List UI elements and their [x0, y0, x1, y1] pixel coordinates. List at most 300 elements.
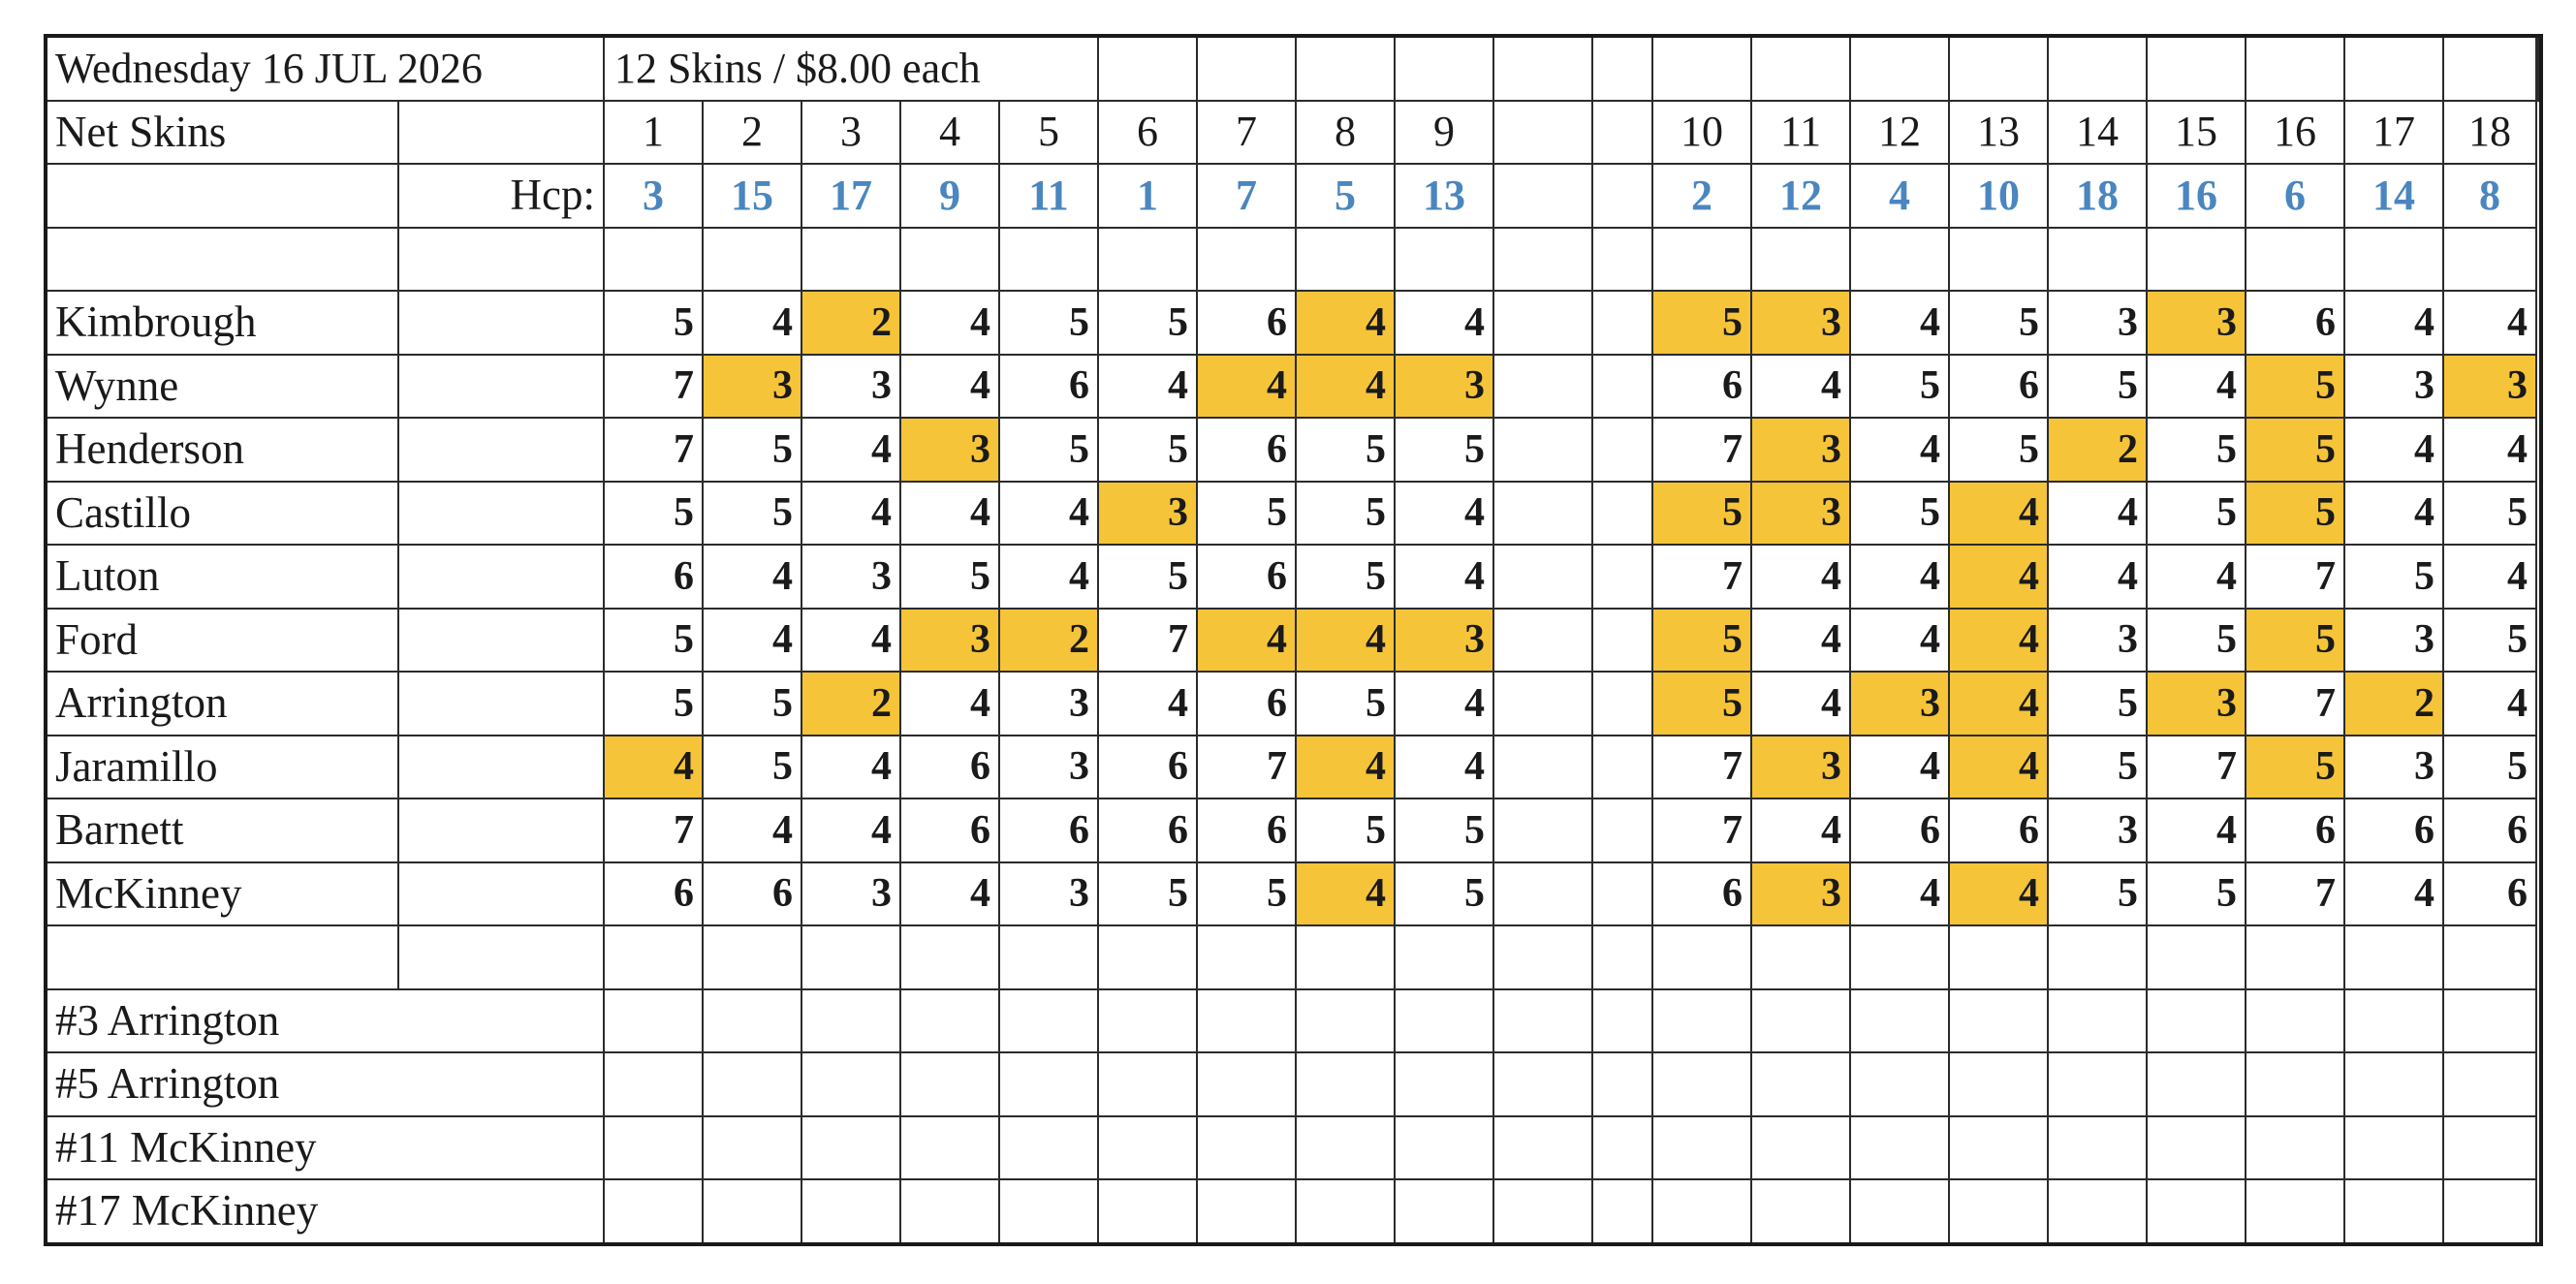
hole-score: 5	[1098, 291, 1197, 355]
hole-score: 4	[1395, 672, 1493, 736]
player-name: Henderson	[46, 418, 398, 482]
hole-score: 6	[1850, 799, 1949, 862]
empty-cell	[2048, 1052, 2147, 1116]
empty-cell	[1098, 1179, 1197, 1244]
empty-cell	[1592, 36, 1652, 101]
empty-cell	[900, 989, 999, 1053]
skin-score: 3	[1751, 291, 1850, 355]
empty-cell	[1652, 925, 1751, 989]
empty-cell	[801, 1179, 900, 1244]
hole-score: 4	[1850, 862, 1949, 926]
hole-score: 5	[1098, 545, 1197, 609]
empty-cell	[398, 101, 604, 165]
skins-scorecard	[44, 34, 2543, 1246]
empty-cell	[398, 862, 604, 926]
skin-score: 2	[2048, 418, 2147, 482]
hole-score: 5	[1296, 799, 1395, 862]
empty-cell	[398, 418, 604, 482]
empty-cell	[2048, 36, 2147, 101]
hole-score: 3	[801, 355, 900, 419]
skin-score: 3	[900, 609, 999, 673]
hole-score: 4	[2048, 482, 2147, 546]
hole-number: 15	[2147, 101, 2246, 165]
hole-score: 5	[1098, 862, 1197, 926]
hole-score: 3	[2344, 355, 2443, 419]
empty-cell	[1098, 228, 1197, 292]
empty-cell	[1652, 1116, 1751, 1180]
hole-score: 4	[703, 545, 801, 609]
empty-cell	[1493, 1116, 1592, 1180]
hole-number: 18	[2443, 101, 2536, 165]
hole-score: 7	[2246, 545, 2344, 609]
hole-number: 13	[1949, 101, 2048, 165]
skin-score: 2	[801, 291, 900, 355]
empty-cell	[1395, 228, 1493, 292]
hole-score: 4	[2344, 291, 2443, 355]
empty-cell	[2147, 228, 2246, 292]
empty-cell	[2147, 925, 2246, 989]
empty-cell	[2246, 1052, 2344, 1116]
hole-score: 3	[2048, 291, 2147, 355]
skin-score: 4	[1296, 291, 1395, 355]
empty-cell	[1592, 1052, 1652, 1116]
spacer-cell	[1493, 672, 1592, 736]
player-name: Arrington	[46, 672, 398, 736]
empty-cell	[604, 1179, 703, 1244]
skin-score: 4	[1949, 736, 2048, 799]
hole-number: 10	[1652, 101, 1751, 165]
hole-number: 6	[1098, 101, 1197, 165]
empty-cell	[1751, 228, 1850, 292]
empty-cell	[2344, 228, 2443, 292]
empty-cell	[1493, 1052, 1592, 1116]
hole-handicap: 18	[2048, 164, 2147, 228]
empty-cell	[1098, 36, 1197, 101]
empty-cell	[1949, 925, 2048, 989]
hole-score: 6	[604, 545, 703, 609]
empty-cell	[604, 228, 703, 292]
skin-score: 4	[1949, 482, 2048, 546]
empty-cell	[1949, 1116, 2048, 1180]
hole-score: 6	[2246, 291, 2344, 355]
empty-cell	[2147, 989, 2246, 1053]
hole-score: 4	[2443, 291, 2536, 355]
skin-score: 3	[1751, 418, 1850, 482]
hole-score: 4	[1850, 418, 1949, 482]
hole-score: 3	[2344, 736, 2443, 799]
hole-score: 4	[2048, 545, 2147, 609]
hole-score: 6	[1098, 799, 1197, 862]
hole-score: 3	[999, 672, 1098, 736]
skin-score: 5	[2246, 355, 2344, 419]
empty-cell	[604, 1116, 703, 1180]
hole-score: 4	[1395, 545, 1493, 609]
hole-score: 6	[2246, 799, 2344, 862]
hole-score: 6	[703, 862, 801, 926]
empty-cell	[900, 925, 999, 989]
hole-score: 4	[900, 355, 999, 419]
hole-number: 12	[1850, 101, 1949, 165]
empty-cell	[2048, 1116, 2147, 1180]
empty-cell	[398, 545, 604, 609]
hole-number: 2	[703, 101, 801, 165]
empty-cell	[1949, 228, 2048, 292]
empty-cell	[46, 228, 398, 292]
empty-cell	[1395, 1116, 1493, 1180]
hole-score: 3	[999, 862, 1098, 926]
spacer-cell	[1493, 609, 1592, 673]
empty-cell	[1592, 1116, 1652, 1180]
empty-cell	[398, 799, 604, 862]
hole-score: 5	[2443, 736, 2536, 799]
hole-score: 5	[999, 418, 1098, 482]
empty-cell	[1197, 1052, 1296, 1116]
empty-cell	[1751, 1179, 1850, 1244]
hole-handicap: 2	[1652, 164, 1751, 228]
hole-score: 7	[1652, 799, 1751, 862]
hole-number: 16	[2246, 101, 2344, 165]
spacer-cell	[1592, 799, 1652, 862]
skin-score: 4	[1197, 609, 1296, 673]
skin-score: 4	[604, 736, 703, 799]
empty-cell	[2246, 989, 2344, 1053]
empty-cell	[1197, 989, 1296, 1053]
spacer-cell	[1592, 545, 1652, 609]
hole-score: 5	[1296, 418, 1395, 482]
player-row	[46, 609, 2541, 673]
spacer-cell	[1592, 482, 1652, 546]
skin-score: 3	[1850, 672, 1949, 736]
hole-score: 5	[2147, 609, 2246, 673]
hole-score: 7	[604, 355, 703, 419]
empty-cell	[1751, 925, 1850, 989]
empty-cell	[1652, 989, 1751, 1053]
empty-cell	[1197, 228, 1296, 292]
hole-score: 7	[604, 418, 703, 482]
hole-score: 4	[801, 799, 900, 862]
hole-score: 5	[999, 291, 1098, 355]
empty-cell	[2147, 1179, 2246, 1244]
hole-score: 5	[2048, 862, 2147, 926]
blank-row	[46, 228, 2541, 292]
empty-cell	[999, 1052, 1098, 1116]
empty-cell	[999, 228, 1098, 292]
handicap-row	[46, 164, 2541, 228]
skin-score: 4	[1949, 672, 2048, 736]
hole-score: 6	[1652, 862, 1751, 926]
hole-score: 5	[900, 545, 999, 609]
empty-cell	[2538, 36, 2541, 101]
hole-score: 3	[801, 545, 900, 609]
hole-score: 4	[1751, 799, 1850, 862]
hole-score: 4	[2344, 862, 2443, 926]
skin-score: 3	[1395, 355, 1493, 419]
empty-cell	[2246, 1179, 2344, 1244]
spacer-cell	[1493, 545, 1592, 609]
empty-cell	[1395, 1052, 1493, 1116]
empty-cell	[1652, 228, 1751, 292]
hole-score: 5	[2443, 609, 2536, 673]
empty-cell	[2048, 989, 2147, 1053]
hole-handicap: 10	[1949, 164, 2048, 228]
empty-cell	[801, 228, 900, 292]
hole-score: 4	[1850, 545, 1949, 609]
winner-row	[46, 989, 2541, 1053]
skin-score: 3	[2147, 672, 2246, 736]
hole-score: 7	[2147, 736, 2246, 799]
skin-score: 4	[1296, 862, 1395, 926]
player-name: Wynne	[46, 355, 398, 419]
hole-handicap: 16	[2147, 164, 2246, 228]
hole-score: 4	[2344, 482, 2443, 546]
player-name: Ford	[46, 609, 398, 673]
spacer-cell	[1592, 736, 1652, 799]
skin-score: 5	[1652, 291, 1751, 355]
empty-cell	[1850, 36, 1949, 101]
hole-score: 3	[2048, 609, 2147, 673]
hole-score: 5	[2048, 736, 2147, 799]
empty-cell	[1592, 1179, 1652, 1244]
spacer-cell	[1592, 101, 1652, 165]
empty-cell	[900, 228, 999, 292]
hole-score: 4	[2147, 355, 2246, 419]
empty-cell	[2443, 36, 2536, 101]
empty-cell	[703, 1052, 801, 1116]
empty-cell	[1652, 1052, 1751, 1116]
hole-score: 3	[999, 736, 1098, 799]
hole-handicap: 15	[703, 164, 801, 228]
hole-score: 4	[801, 736, 900, 799]
empty-cell	[1751, 1116, 1850, 1180]
hole-handicap: 3	[604, 164, 703, 228]
hole-score: 4	[900, 482, 999, 546]
spacer-cell	[1493, 355, 1592, 419]
hole-score: 6	[1197, 418, 1296, 482]
empty-cell	[999, 925, 1098, 989]
empty-cell	[801, 989, 900, 1053]
skin-score: 3	[1751, 482, 1850, 546]
empty-cell	[1592, 228, 1652, 292]
spacer-cell	[1493, 736, 1592, 799]
empty-cell	[2443, 1052, 2536, 1116]
player-row	[46, 862, 2541, 926]
hole-score: 7	[1652, 545, 1751, 609]
hole-handicap: 13	[1395, 164, 1493, 228]
empty-cell	[1296, 989, 1395, 1053]
hole-score: 6	[1197, 799, 1296, 862]
hole-number: 1	[604, 101, 703, 165]
empty-cell	[703, 228, 801, 292]
hole-number-row	[46, 101, 2541, 165]
spacer-cell	[1493, 164, 1592, 228]
hole-score: 5	[2147, 862, 2246, 926]
hcp-label: Hcp:	[398, 164, 604, 228]
empty-cell	[1751, 989, 1850, 1053]
empty-cell	[999, 1179, 1098, 1244]
skin-score: 5	[2246, 482, 2344, 546]
hole-score: 5	[703, 672, 801, 736]
hole-number: 14	[2048, 101, 2147, 165]
empty-cell	[46, 164, 398, 228]
empty-cell	[2246, 36, 2344, 101]
empty-cell	[1751, 1052, 1850, 1116]
pot-label: 12 Skins / $8.00 each	[604, 36, 1098, 101]
hole-number: 7	[1197, 101, 1296, 165]
spacer-cell	[1493, 799, 1592, 862]
empty-cell	[1395, 925, 1493, 989]
winner-row	[46, 1116, 2541, 1180]
hole-score: 6	[1197, 291, 1296, 355]
empty-cell	[999, 1116, 1098, 1180]
player-row	[46, 291, 2541, 355]
skin-score: 3	[2443, 355, 2536, 419]
skin-score: 4	[1949, 862, 2048, 926]
empty-cell	[1949, 36, 2048, 101]
spacer-cell	[1493, 418, 1592, 482]
hole-score: 5	[1098, 418, 1197, 482]
hole-score: 4	[2443, 418, 2536, 482]
hole-handicap: 11	[999, 164, 1098, 228]
empty-cell	[398, 228, 604, 292]
empty-cell	[703, 925, 801, 989]
hole-score: 7	[2246, 862, 2344, 926]
empty-cell	[1949, 1179, 2048, 1244]
hole-score: 3	[2344, 609, 2443, 673]
hole-handicap: 1	[1098, 164, 1197, 228]
hole-score: 6	[999, 799, 1098, 862]
skin-winner: #11 McKinney	[46, 1116, 604, 1180]
hole-score: 4	[801, 482, 900, 546]
hole-score: 7	[1098, 609, 1197, 673]
player-name: Castillo	[46, 482, 398, 546]
hole-score: 5	[2147, 418, 2246, 482]
hole-score: 7	[1652, 418, 1751, 482]
empty-cell	[2246, 925, 2344, 989]
player-name: Jaramillo	[46, 736, 398, 799]
player-row	[46, 672, 2541, 736]
hole-score: 5	[1395, 418, 1493, 482]
spacer-cell	[1592, 672, 1652, 736]
empty-cell	[2443, 1179, 2536, 1244]
empty-cell	[2246, 1116, 2344, 1180]
empty-cell	[1949, 989, 2048, 1053]
blank-row	[46, 925, 2541, 989]
skin-score: 5	[2246, 609, 2344, 673]
empty-cell	[604, 989, 703, 1053]
empty-cell	[1652, 36, 1751, 101]
empty-cell	[1197, 36, 1296, 101]
hole-score: 3	[801, 862, 900, 926]
player-name: McKinney	[46, 862, 398, 926]
skin-score: 5	[1652, 482, 1751, 546]
hole-score: 4	[999, 545, 1098, 609]
empty-cell	[900, 1052, 999, 1116]
empty-cell	[398, 355, 604, 419]
spacer-cell	[1592, 355, 1652, 419]
player-row	[46, 482, 2541, 546]
empty-cell	[1098, 989, 1197, 1053]
hole-score: 5	[1197, 862, 1296, 926]
skin-score: 5	[1652, 672, 1751, 736]
empty-cell	[2147, 36, 2246, 101]
skin-score: 3	[1395, 609, 1493, 673]
hole-score: 4	[1751, 672, 1850, 736]
empty-cell	[1296, 1179, 1395, 1244]
skin-score: 5	[2246, 736, 2344, 799]
hole-score: 4	[703, 799, 801, 862]
winner-row	[46, 1179, 2541, 1244]
empty-cell	[900, 1116, 999, 1180]
empty-cell	[1493, 228, 1592, 292]
spacer-cell	[1493, 482, 1592, 546]
empty-cell	[999, 989, 1098, 1053]
hole-score: 5	[2048, 355, 2147, 419]
hole-handicap: 14	[2344, 164, 2443, 228]
hole-score: 6	[1652, 355, 1751, 419]
skin-score: 4	[1949, 545, 2048, 609]
player-row	[46, 355, 2541, 419]
skin-score: 2	[801, 672, 900, 736]
hole-score: 4	[2443, 545, 2536, 609]
skin-score: 3	[1098, 482, 1197, 546]
hole-score: 5	[703, 736, 801, 799]
hole-score: 6	[900, 799, 999, 862]
empty-cell	[1395, 1179, 1493, 1244]
hole-score: 5	[604, 482, 703, 546]
empty-cell	[1949, 1052, 2048, 1116]
hole-score: 7	[1197, 736, 1296, 799]
player-row	[46, 545, 2541, 609]
hole-score: 6	[999, 355, 1098, 419]
hole-score: 3	[2048, 799, 2147, 862]
empty-cell	[1296, 1052, 1395, 1116]
empty-cell	[2048, 1179, 2147, 1244]
empty-cell	[1098, 1116, 1197, 1180]
hole-score: 6	[1949, 355, 2048, 419]
hole-score: 4	[2147, 799, 2246, 862]
empty-cell	[1850, 1179, 1949, 1244]
hole-score: 4	[1751, 609, 1850, 673]
hole-score: 5	[2344, 545, 2443, 609]
spacer-cell	[1592, 418, 1652, 482]
empty-cell	[1395, 36, 1493, 101]
hole-handicap: 17	[801, 164, 900, 228]
empty-cell	[1296, 1116, 1395, 1180]
skin-score: 3	[1751, 862, 1850, 926]
empty-cell	[1493, 36, 1592, 101]
hole-score: 4	[1850, 736, 1949, 799]
hole-score: 6	[900, 736, 999, 799]
empty-cell	[1197, 1116, 1296, 1180]
empty-cell	[398, 609, 604, 673]
empty-cell	[604, 925, 703, 989]
spacer-cell	[1592, 862, 1652, 926]
hole-score: 4	[801, 418, 900, 482]
title-row	[46, 36, 2541, 101]
hole-handicap: 5	[1296, 164, 1395, 228]
empty-cell	[2147, 1052, 2246, 1116]
empty-cell	[1850, 925, 1949, 989]
hole-score: 5	[1296, 482, 1395, 546]
empty-cell	[2344, 36, 2443, 101]
skin-score: 3	[900, 418, 999, 482]
winner-row	[46, 1052, 2541, 1116]
empty-cell	[398, 736, 604, 799]
empty-cell	[703, 1116, 801, 1180]
hole-score: 6	[604, 862, 703, 926]
empty-cell	[2147, 1116, 2246, 1180]
skin-score: 2	[2344, 672, 2443, 736]
